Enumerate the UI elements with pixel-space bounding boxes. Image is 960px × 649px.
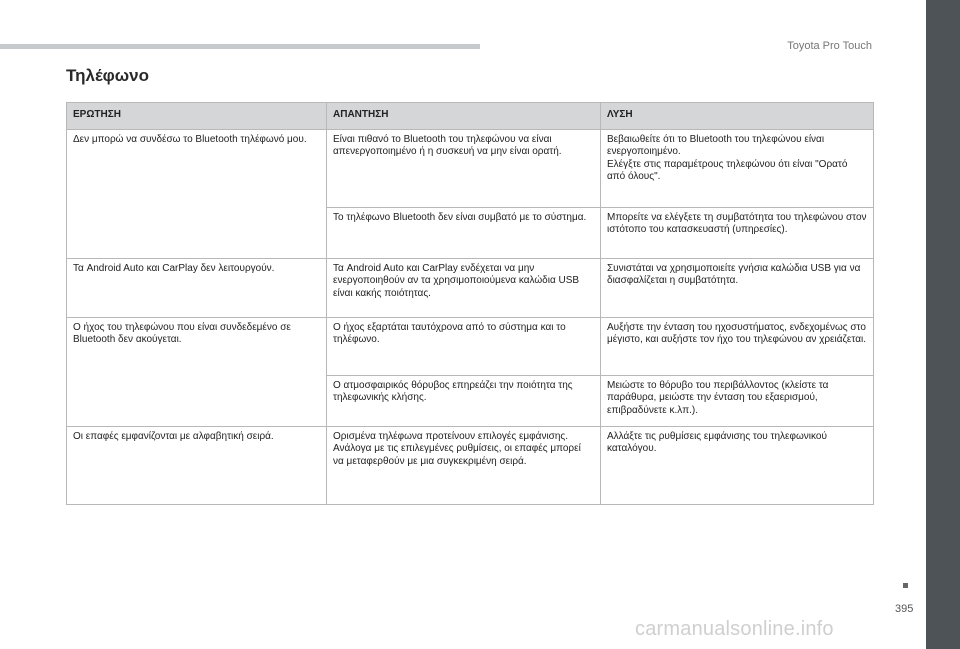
table-row bbox=[67, 258, 874, 317]
header-question: ΕΡΩΤΗΣΗ bbox=[67, 103, 327, 130]
faq-table bbox=[66, 102, 874, 505]
header-rule bbox=[0, 44, 480, 49]
page-marker bbox=[903, 583, 908, 588]
answer-cell: Ο ατμοσφαιρικός θόρυβος επηρεάζει την ποιότητα της τηλεφωνικής κλήσης. bbox=[327, 375, 601, 426]
solution-line: Μπορείτε να ελέγξετε τη συμβατότητα του τηλεφώνου στον ιστότοπο του κατασκευαστή (υπηρεσίες). bbox=[607, 211, 867, 235]
solution-line: Βεβαιωθείτε ότι το Bluetooth του τηλεφώνου είναι ενεργοποιημένο. bbox=[607, 133, 825, 157]
question-cell: Ο ήχος του τηλεφώνου που είναι συνδεδεμένο σε Bluetooth δεν ακούγεται. bbox=[67, 317, 327, 426]
page-title: Τηλέφωνο bbox=[66, 66, 149, 85]
answer-cell: Είναι πιθανό το Bluetooth του τηλεφώνου να είναι απενεργοποιημένο ή η συσκευή να μην είναι ορατή. bbox=[327, 129, 601, 207]
solution-line: Αυξήστε την ένταση του ηχοσυστήματος, ενδεχομένως στο μέγιστο, και αυξήστε τον ήχο του τηλεφώνου αν χρειάζεται. bbox=[607, 321, 866, 345]
solution-cell bbox=[601, 129, 874, 207]
answer-cell: Ορισμένα τηλέφωνα προτείνουν επιλογές εμφάνισης. Ανάλογα με τις επιλεγμένες ρυθμίσεις, οι επαφές μπορεί να μεταφερθούν με μια συγκεκριμένη σειρά. bbox=[327, 426, 601, 504]
solution-cell bbox=[601, 375, 874, 426]
solution-cell bbox=[601, 317, 874, 375]
solution-cell bbox=[601, 207, 874, 258]
table-header-row bbox=[67, 103, 874, 130]
header-answer: ΑΠΑΝΤΗΣΗ bbox=[327, 103, 601, 130]
solution-line: Ελέγξτε στις παραμέτρους τηλεφώνου ότι είναι "Ορατό από όλους". bbox=[607, 158, 848, 182]
answer-cell: Το τηλέφωνο Bluetooth δεν είναι συμβατό με το σύστημα. bbox=[327, 207, 601, 258]
answer-cell: Ο ήχος εξαρτάται ταυτόχρονα από το σύστημα και το τηλέφωνο. bbox=[327, 317, 601, 375]
table-row bbox=[67, 317, 874, 375]
manual-title: Toyota Pro Touch bbox=[787, 40, 872, 52]
solution-line: Μειώστε το θόρυβο του περιβάλλοντος (κλείστε τα παράθυρα, μειώστε την ένταση του εξαερισμού, επιβραδύνετε κ.λπ.). bbox=[607, 379, 829, 416]
solution-line: Συνιστάται να χρησιμοποιείτε γνήσια καλώδια USB για να διασφαλίζεται η συμβατότητα. bbox=[607, 262, 861, 286]
solution-cell bbox=[601, 258, 874, 317]
table-row bbox=[67, 426, 874, 504]
solution-cell bbox=[601, 426, 874, 504]
side-strip bbox=[926, 0, 960, 649]
page-number: 395 bbox=[895, 603, 914, 615]
question-cell: Δεν μπορώ να συνδέσω το Bluetooth τηλέφωνό μου. bbox=[67, 129, 327, 258]
table-row bbox=[67, 129, 874, 207]
solution-line: Αλλάξτε τις ρυθμίσεις εμφάνισης του τηλεφωνικού καταλόγου. bbox=[607, 430, 827, 454]
question-cell: Τα Android Auto και CarPlay δεν λειτουργούν. bbox=[67, 258, 327, 317]
header-solution: ΛΥΣΗ bbox=[601, 103, 874, 130]
answer-cell: Τα Android Auto και CarPlay ενδέχεται να μην ενεργοποιηθούν αν τα χρησιμοποιούμενα καλώδια USB είναι κακής ποιότητας. bbox=[327, 258, 601, 317]
question-cell: Οι επαφές εμφανίζονται με αλφαβητική σειρά. bbox=[67, 426, 327, 504]
watermark-text: carmanualsonline.info bbox=[635, 618, 834, 640]
